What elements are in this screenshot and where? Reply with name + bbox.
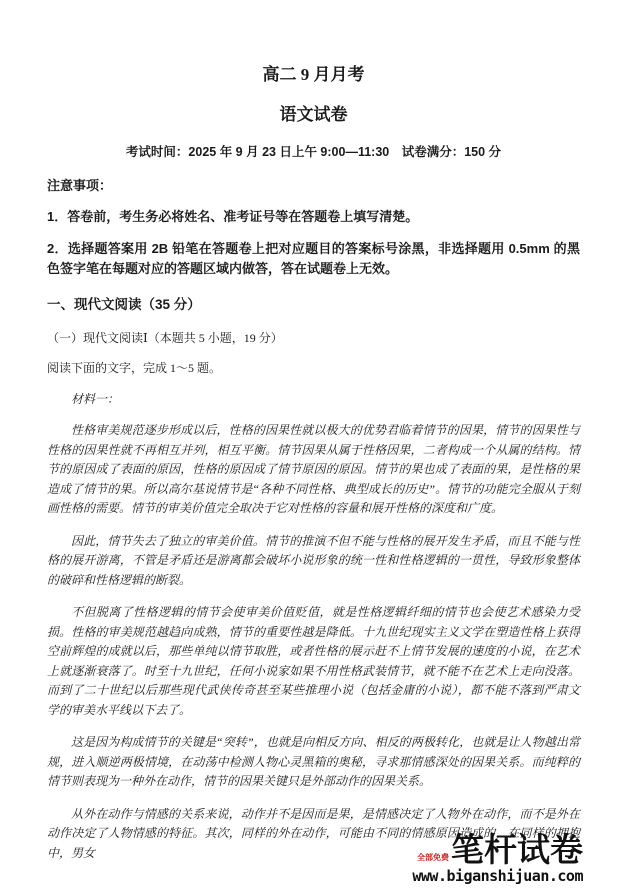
material-one-label: 材料一： — [71, 392, 120, 406]
material-paragraph: 因此，情节失去了独立的审美价值。情节的推演不但不能与性格的展开发生矛盾，而且不能与性格的展开游离，不管是矛盾还是游离都会破坏小说形象的统一性和性格逻辑的一贯性，导致形象整体的破碎和性格逻辑的断裂。 — [47, 533, 580, 587]
watermark-free-tagline: 全部免费 — [417, 853, 449, 862]
exam-title: 高二 9 月月考 — [262, 65, 365, 84]
watermark-brand-logo: 笔杆试卷 — [451, 831, 583, 868]
reading-instruction: 阅读下面的文字，完成 1～5 题。 — [47, 361, 222, 375]
notice-heading: 注意事项： — [47, 178, 113, 193]
subsection-heading-reading-1: （一）现代文阅读Ⅰ（本题共 5 小题，19 分） — [47, 331, 283, 345]
exam-info-line: 考试时间：2025 年 9 月 23 日上午 9:00—11:30 试卷满分：150 分 — [125, 145, 502, 159]
notice-item-2: 2．选择题答案用 2B 铅笔在答题卷上把对应题目的答案标号涂黑，非选择题用 0.5mm 的黑色签字笔在每题对应的答题区域内做答，答在试题卷上无效。 — [47, 241, 580, 276]
material-paragraph: 性格审美规范逐步形成以后，性格的因果性就以极大的优势君临着情节的因果，情节的因果性与性格的因果性就不再相互并列，相互平衡。情节因果从属于性格因果，二者构成一个从属的结构。情节的原因成了表面的原因，性格的原因成了情节原因的原因。情节的果也成了表面的果，是性格的果造成了情节的果。所以高尔基说情节是“各种不同性格、典型成长的历史”。情节的功能完全服从于刻画性格的需要。情节的审美价值完全取决于它对性格的容量和展开性格的深度和广度。 — [47, 423, 580, 515]
notice-item-1: 1．答卷前，考生务必将姓名、准考证号等在答题卷上填写清楚。 — [47, 209, 419, 224]
watermark-site-url: www.biganshijuan.com — [412, 867, 583, 885]
section-heading-modern-reading: 一、现代文阅读（35 分） — [47, 297, 201, 312]
material-paragraph: 不但脱离了性格逻辑的情节会使审美价值贬值，就是性格逻辑纤细的情节也会使艺术感染力受损。性格的审美规范越趋向成熟，情节的重要性越是降低。十九世纪现实主义文学在塑造性格上获得空前辉煌的成就以后，那些单纯以情节取胜，或者性格的展示赶不上情节发展的速度的小说，在艺术上就逐渐衰落了。时至十九世纪，任何小说家如果不用性格武装情节，就不能不在艺术上走向没落。而到了二十世纪以后那些现代武侠传奇甚至某些推理小说（包括金庸的小说），都不能不落到严肃文学的审美水平线以下去了。 — [47, 605, 580, 717]
material-paragraph: 这是因为构成情节的关键是“突转”，也就是向相反方向、相反的两极转化，也就是让人物越出常规，进入顺逆两极情境，在动荡中检测人物心灵黑箱的奥秘，寻求那情感深处的因果关系。而纯粹的情节则表现为一种外在动作，情节的因果关键只是外部动作的因果关系。 — [47, 735, 580, 788]
watermark — [412, 833, 583, 885]
subject-title: 语文试卷 — [279, 105, 348, 124]
watermark-brand-row — [412, 833, 583, 867]
material-paragraph: 从外在动作与情感的关系来说，动作并不是因而是果，是情感决定了人物外在动作，而不是外在动作决定了人物情感的特征。其次，同样的外在动作，可能由不同的情感原因造成的，在同样的拥抱中，男女 — [47, 806, 580, 860]
